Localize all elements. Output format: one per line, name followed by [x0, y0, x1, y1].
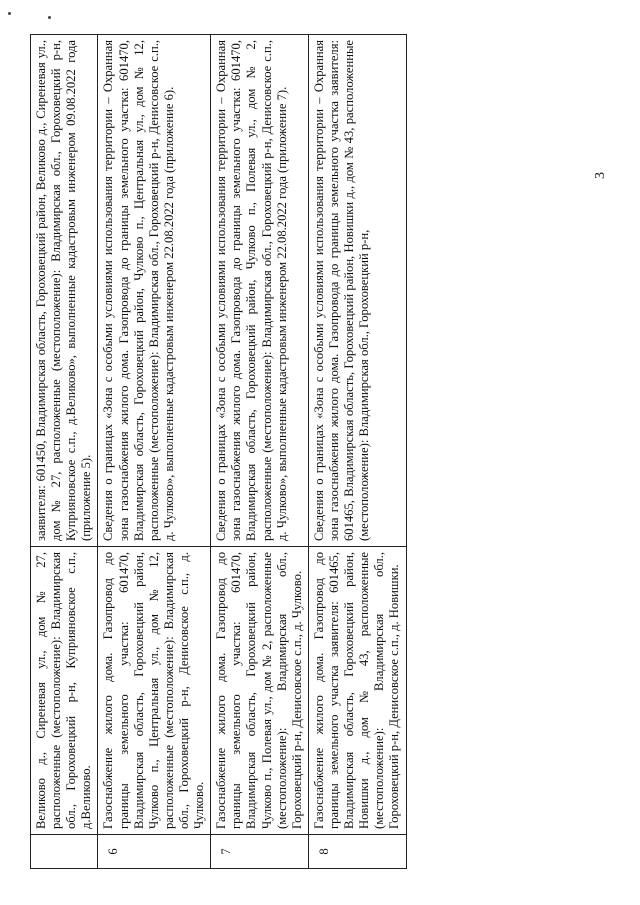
row-number: 6 — [98, 835, 211, 869]
table-row — [98, 35, 211, 869]
table-row — [31, 35, 98, 869]
scan-speck — [8, 12, 11, 15]
page-number: 3 — [593, 172, 608, 179]
document-table — [30, 34, 407, 869]
table-row — [308, 35, 406, 869]
row-number: 7 — [211, 835, 309, 869]
object-description: Великово д., Сиреневая ул., дом № 27, расположенные (местоположение): Владимирская обл., Гороховецкий р-н, Куприяновское с.п., д.Великово. — [31, 547, 98, 835]
object-description: Газоснабжение жилого дома. Газопровод до границы земельного участка заявителя: 601465, Владимирская область, Гороховецкий район, Новишки д., дом № 43, расположенные (местоположение): Владимирская обл., Гороховецкий р-н, Денисовское с.п., д. Новишки. — [308, 547, 406, 835]
zone-information: заявителя: 601450, Владимирская область, Гороховецкий район, Великово д., Сиреневая ул., дом № 27, расположенные (местоположение): Владимирская обл., Гороховецкий р-н, Куприяновское с.п., д.Великово», выполненные кадастровым инженером 09.08.2022 года (приложение 5). — [31, 35, 98, 547]
object-description: Газоснабжение жилого дома. Газопровод до границы земельного участка: 601470, Владимирская область, Гороховецкий район, Чулково п., Центральная ул., дом № 12, расположенные (местоположение): Владимирская обл., Гороховецкий р-н, Денисовское с.п., д. Чулково. — [98, 547, 211, 835]
zone-information: Сведения о границах «Зона с особыми условиями использования территории – Охранная зона газоснабжения жилого дома. Газопровода до границы земельного участка заявителя: 601465, Владимирская область, Гороховецкий район, Новишки д., дом № 43, расположенные (местоположение): Владимирская обл., Гороховецкий р-н, — [308, 35, 406, 547]
row-number: 8 — [308, 835, 406, 869]
zone-information: Сведения о границах «Зона с особыми условиями использования территории – Охранная зона газоснабжения жилого дома. Газопровода до границы земельного участка: 601470, Владимирская область, Гороховецкий район, Чулково п., Полевая ул., дом № 2, расположенные (местоположение): Владимирская обл., Гороховецкий р-н, Денисовское с.п., д. Чулково», выполненные кадастровым инженером 22.08.2022 года (приложение 7). — [211, 35, 309, 547]
table-row — [211, 35, 309, 869]
zone-information: Сведения о границах «Зона с особыми условиями использования территории – Охранная зона газоснабжения жилого дома. Газопровода до границы земельного участка: 601470, Владимирская область, Гороховецкий район, Чулково п., Центральная ул., дом № 12, расположенные (местоположение): Владимирская обл., Гороховецкий р-н, Денисовское с.п., д. Чулково», выполненные кадастровым инженером 22.08.2022 года (приложение 6). — [98, 35, 211, 547]
row-number — [31, 835, 98, 869]
scan-speck — [48, 16, 51, 19]
object-description: Газоснабжение жилого дома. Газопровод до границы земельного участка: 601470, Владимирская область, Гороховецкий район, Чулково п., Полевая ул., дом № 2, расположенные (местоположение): Владимирская обл., Гороховецкий р-н, Денисовское с.п., д. Чулково. — [211, 547, 309, 835]
